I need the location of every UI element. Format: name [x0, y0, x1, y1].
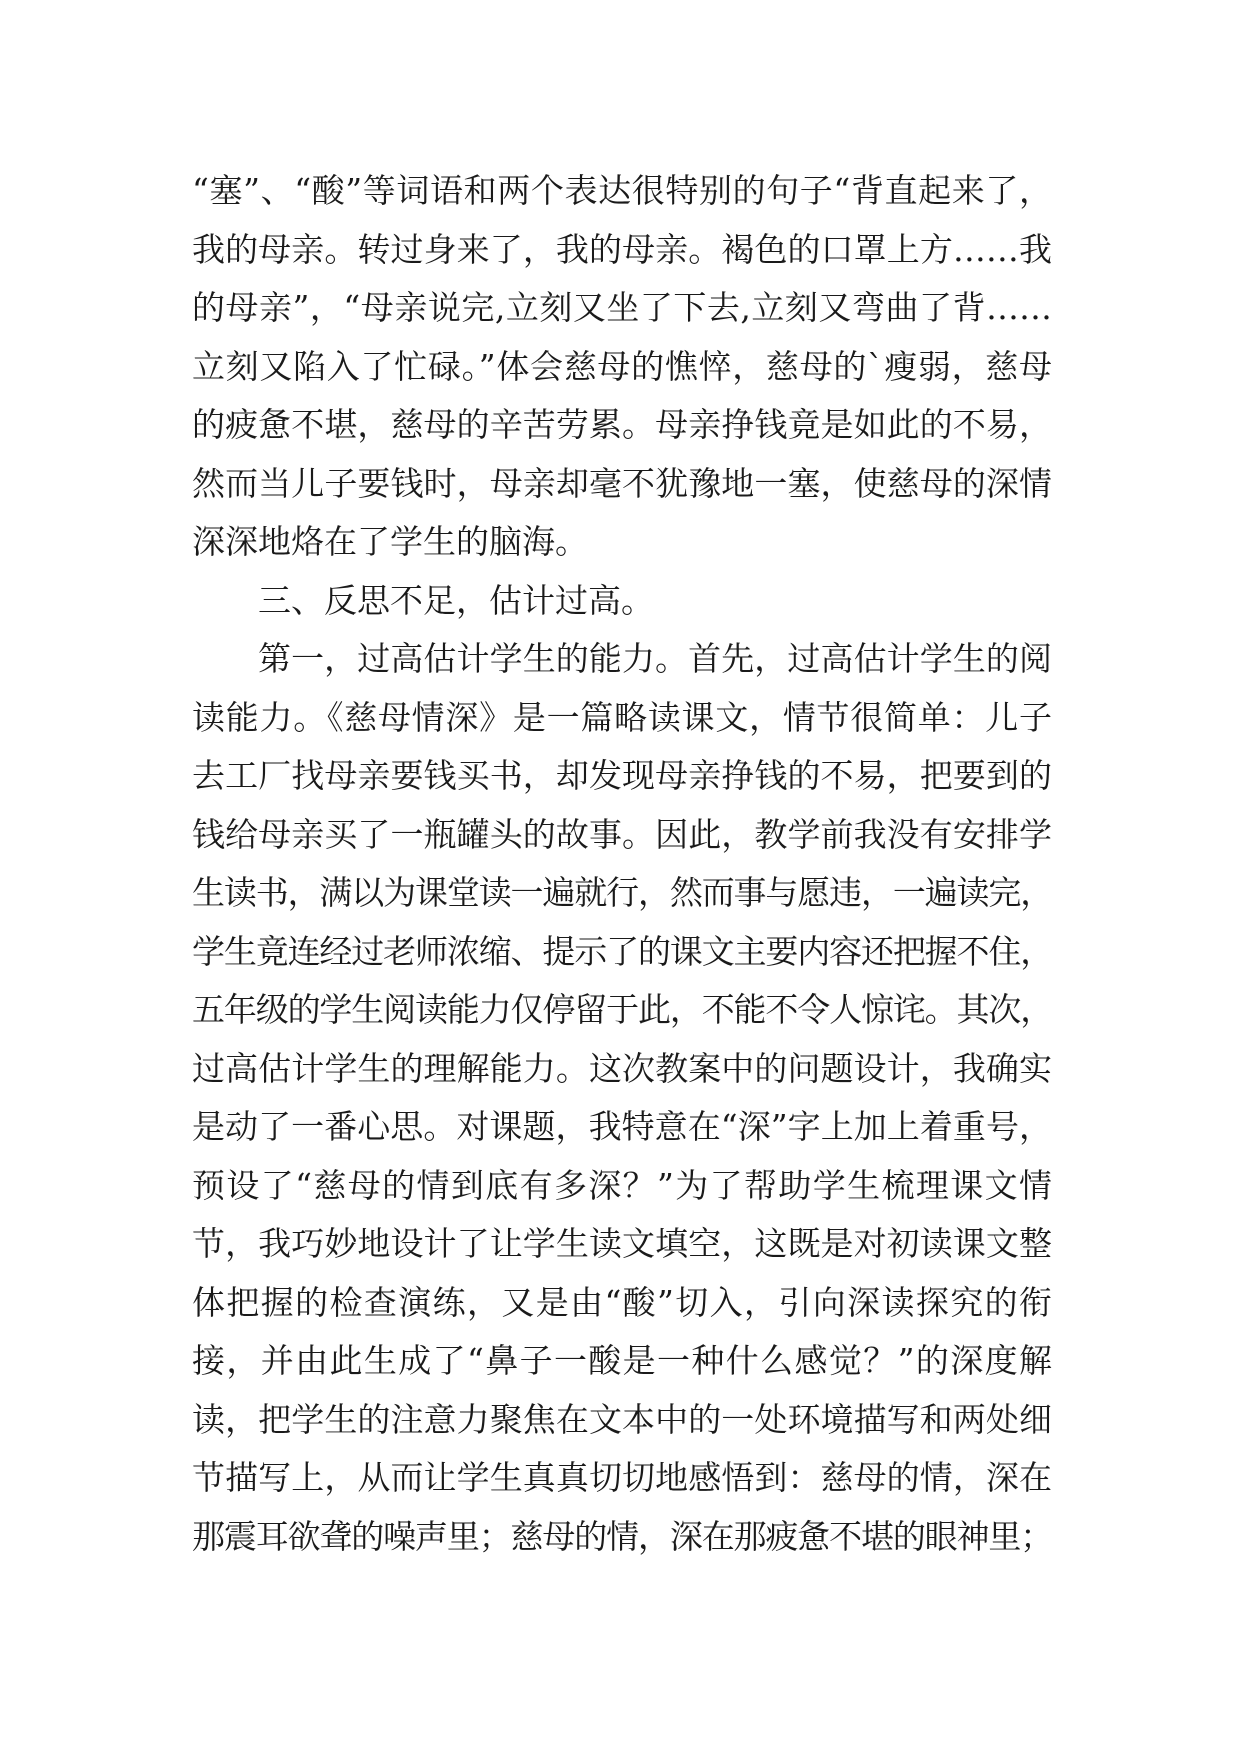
text-line: 生读书，满以为课堂读一遍就行，然而事与愿违，一遍读完， [192, 873, 1052, 912]
text-line: 读能力。《慈母情深》是一篇略读课文，情节很简单：儿子 [192, 697, 1052, 737]
text-line: 是动了一番心思。对课题，我特意在“深”字上加上着重号， [192, 1107, 1052, 1146]
text-line: 节描写上，从而让学生真真切切地感悟到：慈母的情，深在 [192, 1458, 1052, 1497]
section-heading: 三、反思不足，估计过高。 [258, 580, 654, 620]
text-line: 那震耳欲聋的噪声里；慈母的情，深在那疲惫不堪的眼神里； [192, 1516, 1052, 1556]
text-line: “塞”、“酸”等词语和两个表达很特别的句子“背直起来了， [192, 171, 1052, 210]
text-line: 深深地烙在了学生的脑海。 [192, 522, 588, 561]
text-line: 接，并由此生成了“鼻子一酸是一种什么感觉？”的深度解 [192, 1341, 1052, 1380]
text-line: 去工厂找母亲要钱买书，却发现母亲挣钱的不易，把要到的 [192, 756, 1052, 795]
text-line: 体把握的检查演练，又是由“酸”切入，引向深读探究的衔 [192, 1282, 1052, 1322]
text-line: 然而当儿子要钱时，母亲却毫不犹豫地一塞，使慈母的深情 [192, 463, 1052, 503]
text-line: 的母亲”，“母亲说完,立刻又坐了下去,立刻又弯曲了背…… [192, 288, 1052, 327]
text-line: 钱给母亲买了一瓶罐头的故事。因此，教学前我没有安排学 [192, 814, 1052, 854]
text-line: 过高估计学生的理解能力。这次教案中的问题设计，我确实 [192, 1048, 1052, 1088]
text-line: 预设了“慈母的情到底有多深？”为了帮助学生梳理课文情 [192, 1165, 1052, 1205]
text-line: 读，把学生的注意力聚焦在文本中的一处环境描写和两处细 [192, 1399, 1052, 1439]
body-text [192, 162, 1052, 1566]
text-line: 节，我巧妙地设计了让学生读文填空，这既是对初读课文整 [192, 1224, 1052, 1263]
text-line: 我的母亲。转过身来了，我的母亲。褐色的口罩上方……我 [192, 229, 1052, 269]
text-line: 五年级的学生阅读能力仅停留于此，不能不令人惊诧。其次， [192, 990, 1052, 1029]
text-line: 立刻又陷入了忙碌。”体会慈母的憔悴，慈母的`瘦弱，慈母 [192, 346, 1052, 386]
text-line: 的疲惫不堪，慈母的辛苦劳累。母亲挣钱竟是如此的不易， [192, 405, 1052, 444]
text-line: 第一，过高估计学生的能力。首先，过高估计学生的阅 [258, 639, 1052, 678]
text-line: 学生竟连经过老师浓缩、提示了的课文主要内容还把握不住， [192, 931, 1052, 971]
